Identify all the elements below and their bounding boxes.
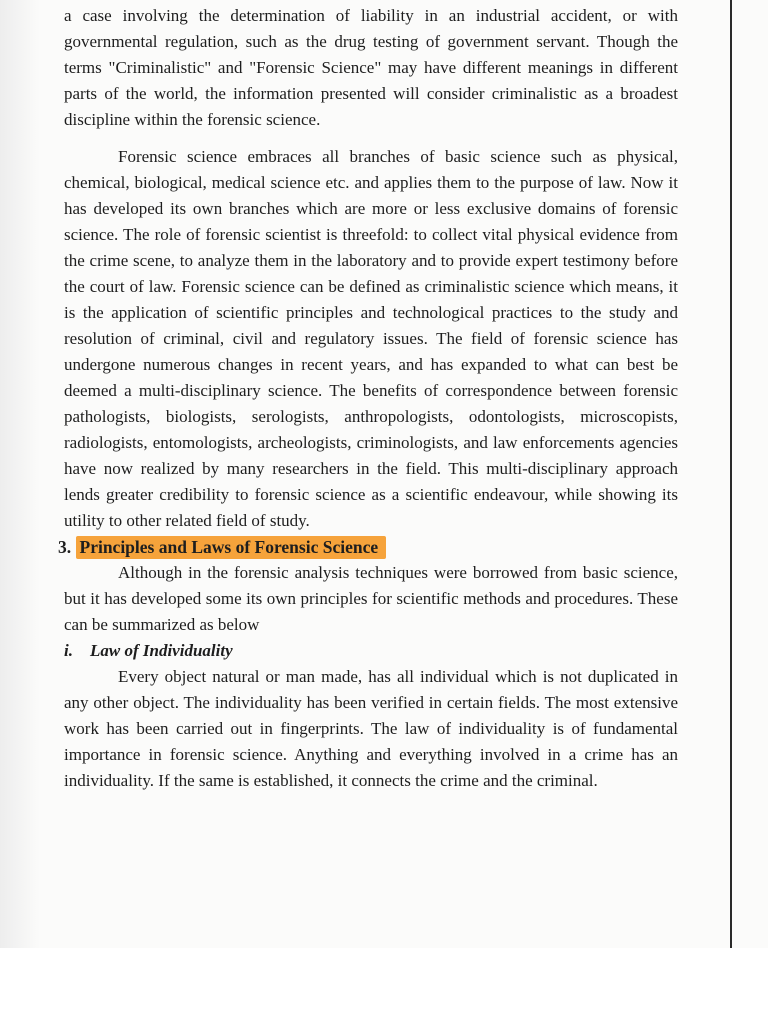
- bottom-margin: [0, 948, 768, 1024]
- section-number: 3.: [58, 537, 72, 557]
- section-title-highlighted: Principles and Laws of Forensic Science: [76, 536, 387, 559]
- paragraph-continued: a case involving the determination of liability in an industrial accident, or with governmental regulation, such as the drug testing of government servant. Though the terms "Criminalistic" and "Forensic Science" may have different meanings in different parts of the world, the information presented will consider criminalistic as a broadest discipline within the forensic science.: [64, 6, 678, 129]
- page-text: [58, 3, 678, 794]
- subsection-heading: [64, 638, 678, 664]
- margin-rule: [730, 0, 732, 950]
- paragraph-principles-intro: Although in the forensic analysis techniques were borrowed from basic science, but it has developed some its own principles for scientific methods and procedures. These can be summarized as below: [64, 563, 678, 634]
- paragraph-forensic-science: Forensic science embraces all branches of basic science such as physical, chemical, biological, medical science etc. and applies them to the purpose of law. Now it has developed its own branches which are more or less exclusive domains of forensic science. The role of forensic scientist is threefold: to collect vital physical evidence from the crime scene, to analyze them in the laboratory and to provide expert testimony before the court of law. Forensic science can be defined as criminalistic science which means, it is the application of scientific principles and technological practices to the study and resolution of criminal, civil and regulatory issues. The field of forensic science has undergone numerous changes in recent years, and has expanded to what can best be deemed a multi-disciplinary science. The benefits of correspondence between forensic pathologists, biologists, serologists, anthropologists, odontologists, microscopists, radiologists, entomologists, archeologists, criminologists, and law enforcements agencies have now realized by many researchers in the field. This multi-disciplinary approach lends greater credibility to forensic science as a scientific endeavour, while showing its utility to other related field of study.: [64, 147, 678, 530]
- subsection-title: Law of Individuality: [90, 641, 233, 660]
- page-edge-shadow: [0, 0, 40, 1024]
- paragraph-law-of-individuality: Every object natural or man made, has all individual which is not duplicated in any other object. The individuality has been verified in certain fields. The most extensive work has been carried out in fingerprints. The law of individuality is of fundamental importance in forensic science. Anything and everything involved in a crime has an individuality. If the same is established, it connects the crime and the criminal.: [64, 667, 678, 790]
- subsection-number: i.: [64, 641, 73, 660]
- section-heading: [58, 534, 678, 560]
